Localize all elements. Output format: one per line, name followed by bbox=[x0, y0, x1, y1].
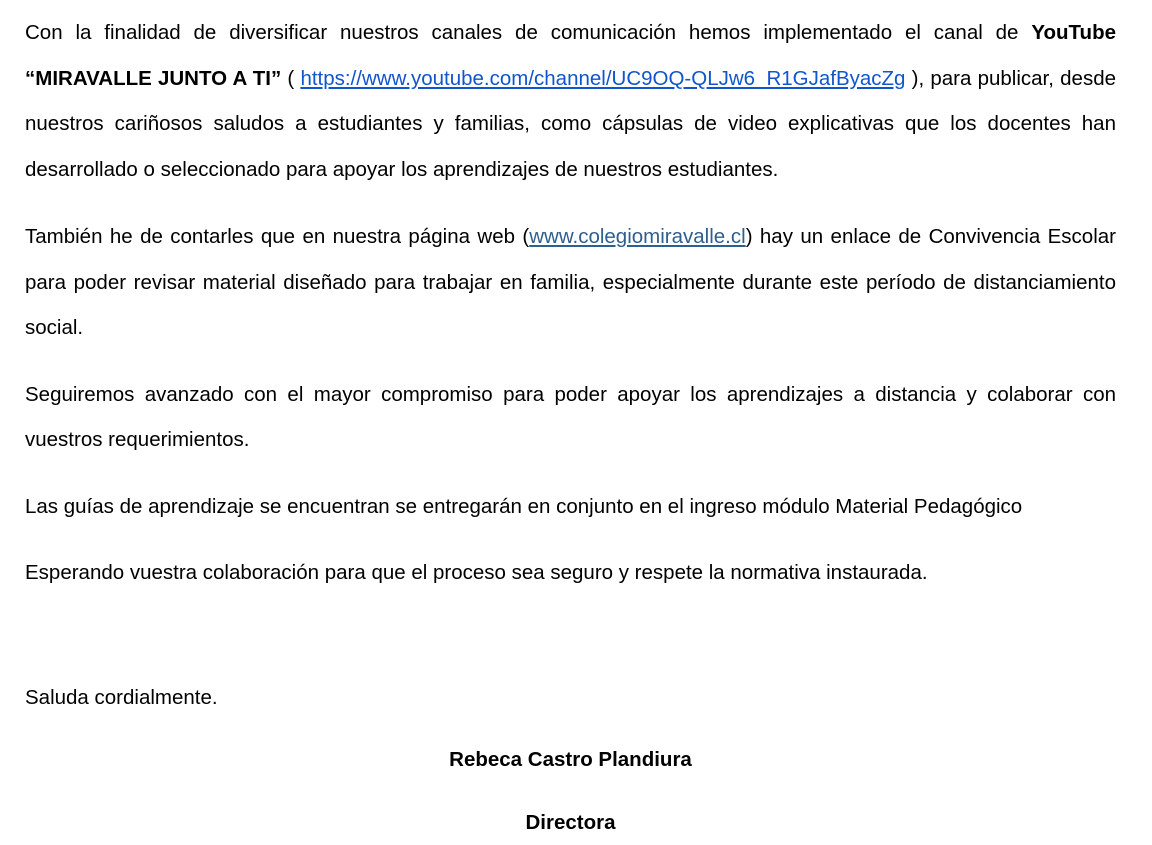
paragraph-1-rest: para publicar, desde nuestros cariñosos saludos a estudiantes y familias, como cápsulas de video explicativas que los docentes han desarrollado o seleccionado para apoyar los aprendizajes de nuestros estudiantes. bbox=[25, 66, 1116, 181]
paragraph-website bbox=[25, 214, 1116, 351]
paragraph-1-lead: Con la finalidad de diversificar nuestros canales de comunicación hemos implementado el canal de bbox=[25, 21, 1032, 44]
closing-greeting: Saluda cordialmente. bbox=[25, 685, 218, 709]
paragraph-youtube-channel bbox=[25, 10, 1116, 192]
paragraph-2-lead: También he de contarles que en nuestra página web ( bbox=[25, 225, 530, 248]
open-paren: ( bbox=[281, 66, 301, 90]
letter-body bbox=[25, 10, 1116, 845]
website-link[interactable]: www.colegiomiravalle.cl bbox=[529, 225, 746, 248]
paragraph-commitment: Seguiremos avanzado con el mayor compromiso para poder apoyar los aprendizajes a distancia y colaborar con vuestros requerimientos. bbox=[25, 382, 1116, 451]
channel-name-miravalle: “MIRAVALLE JUNTO A TI” bbox=[25, 66, 282, 90]
close-paren: ), bbox=[905, 66, 931, 90]
signature-title: Directora bbox=[525, 810, 616, 834]
signature-name: Rebeca Castro Plandiura bbox=[449, 748, 692, 771]
paragraph-collaboration: Esperando vuestra colaboración para que el proceso sea seguro y respete la normativa instaurada. bbox=[25, 561, 928, 584]
channel-name-youtube: YouTube bbox=[1031, 21, 1116, 44]
paragraph-2-rest: ) hay un enlace de Convivencia Escolar para poder revisar material diseñado para trabajar en familia, especialmente durante este período de distanciamiento social. bbox=[25, 225, 1116, 339]
youtube-channel-link[interactable]: https://www.youtube.com/channel/UC9OQ-QLJw6_R1GJafByacZg bbox=[300, 66, 906, 90]
paragraph-learning-guides: Las guías de aprendizaje se encuentran se entregarán en conjunto en el ingreso módulo Material Pedagógico bbox=[25, 494, 1023, 518]
